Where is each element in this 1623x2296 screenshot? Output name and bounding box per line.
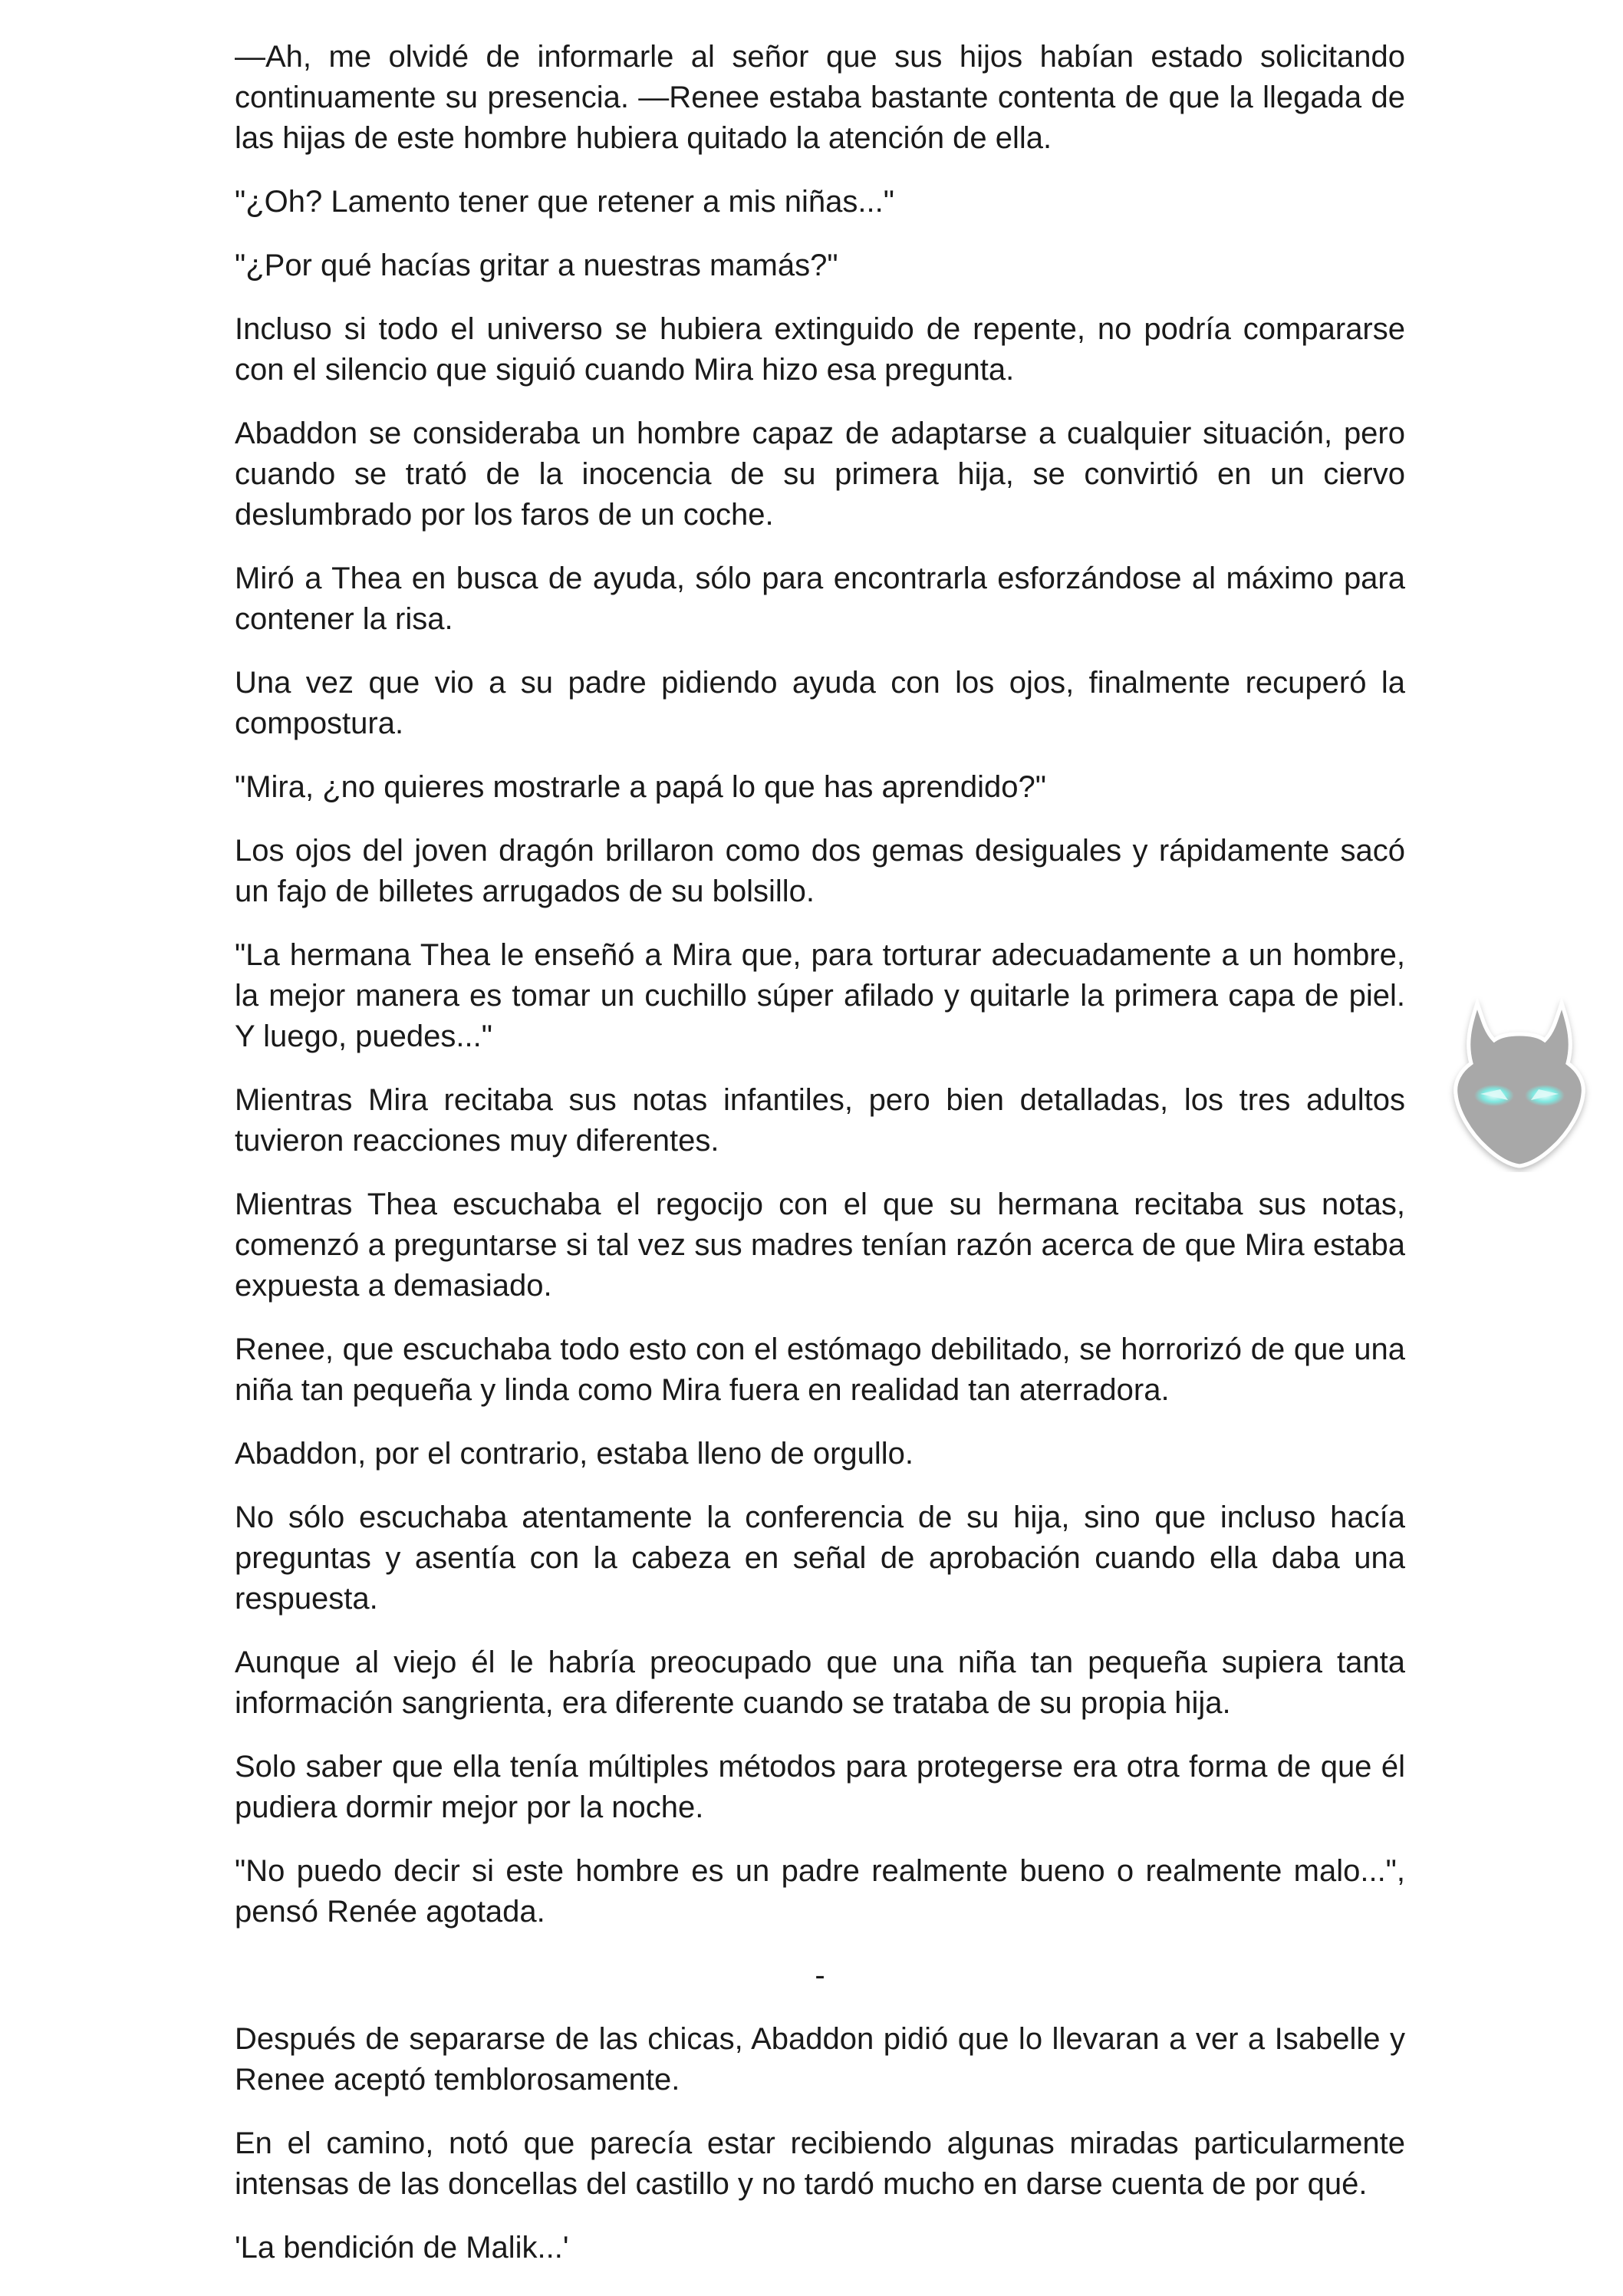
paragraph: "No puedo decir si este hombre es un padre realmente bueno o realmente malo...", pensó Renée agotada. <box>235 1854 1405 1929</box>
paragraph: "La hermana Thea le enseñó a Mira que, para torturar adecuadamente a un hombre, la mejor manera es tomar un cuchillo súper afilado y quitarle la primera capa de piel. Y luego, puedes..." <box>235 938 1405 1053</box>
paragraph: No sólo escuchaba atentamente la conferencia de su hija, sino que incluso hacía preguntas y asentía con la cabeza en señal de aprobación cuando ella daba una respuesta. <box>235 1500 1405 1616</box>
paragraph: Después de separarse de las chicas, Abaddon pidió que lo llevaran a ver a Isabelle y Renee aceptó temblorosamente. <box>235 2022 1405 2097</box>
paragraph: Mientras Mira recitaba sus notas infantiles, pero bien detalladas, los tres adultos tuvieron reacciones muy diferentes. <box>235 1083 1405 1158</box>
horned-demon-head-icon <box>1447 996 1592 1172</box>
paragraph: —Ah, me olvidé de informarle al señor que sus hijos habían estado solicitando continuamente su presencia. —Renee estaba bastante contenta de que la llegada de las hijas de este hombre hubiera quitado la atención de ella. <box>235 40 1405 155</box>
scene-separator: - <box>815 1958 825 1992</box>
paragraph: "¿Por qué hacías gritar a nuestras mamás?" <box>235 249 838 282</box>
watermark-logo <box>1447 996 1592 1172</box>
paragraph: Los ojos del joven dragón brillaron como dos gemas desiguales y rápidamente sacó un fajo de billetes arrugados de su bolsillo. <box>235 834 1405 908</box>
document-body <box>235 37 1405 2291</box>
paragraph: Una vez que vio a su padre pidiendo ayuda con los ojos, finalmente recuperó la compostura. <box>235 666 1405 740</box>
paragraph: "Mira, ¿no quieres mostrarle a papá lo que has aprendido?" <box>235 770 1046 804</box>
paragraph: Abaddon, por el contrario, estaba lleno de orgullo. <box>235 1437 914 1471</box>
paragraph: Miró a Thea en busca de ayuda, sólo para encontrarla esforzándose al máximo para contener la risa. <box>235 562 1405 636</box>
paragraph: Aunque al viejo él le habría preocupado que una niña tan pequeña supiera tanta información sangrienta, era diferente cuando se trataba de su propia hija. <box>235 1645 1405 1720</box>
paragraph: "¿Oh? Lamento tener que retener a mis niñas..." <box>235 185 894 219</box>
paragraph: Abaddon se consideraba un hombre capaz de adaptarse a cualquier situación, pero cuando se trató de la inocencia de su primera hija, se convirtió en un ciervo deslumbrado por los faros de un coche. <box>235 417 1405 532</box>
paragraph: Solo saber que ella tenía múltiples métodos para protegerse era otra forma de que él pudiera dormir mejor por la noche. <box>235 1750 1405 1824</box>
paragraph: Mientras Thea escuchaba el regocijo con el que su hermana recitaba sus notas, comenzó a preguntarse si tal vez sus madres tenían razón acerca de que Mira estaba expuesta a demasiado. <box>235 1188 1405 1303</box>
paragraph: En el camino, notó que parecía estar recibiendo algunas miradas particularmente intensas de las doncellas del castillo y no tardó mucho en darse cuenta de por qué. <box>235 2126 1405 2201</box>
paragraph: 'La bendición de Malik...' <box>235 2231 569 2265</box>
paragraph: Renee, que escuchaba todo esto con el estómago debilitado, se horrorizó de que una niña tan pequeña y linda como Mira fuera en realidad tan aterradora. <box>235 1332 1405 1407</box>
paragraph: Incluso si todo el universo se hubiera extinguido de repente, no podría compararse con el silencio que siguió cuando Mira hizo esa pregunta. <box>235 312 1405 387</box>
